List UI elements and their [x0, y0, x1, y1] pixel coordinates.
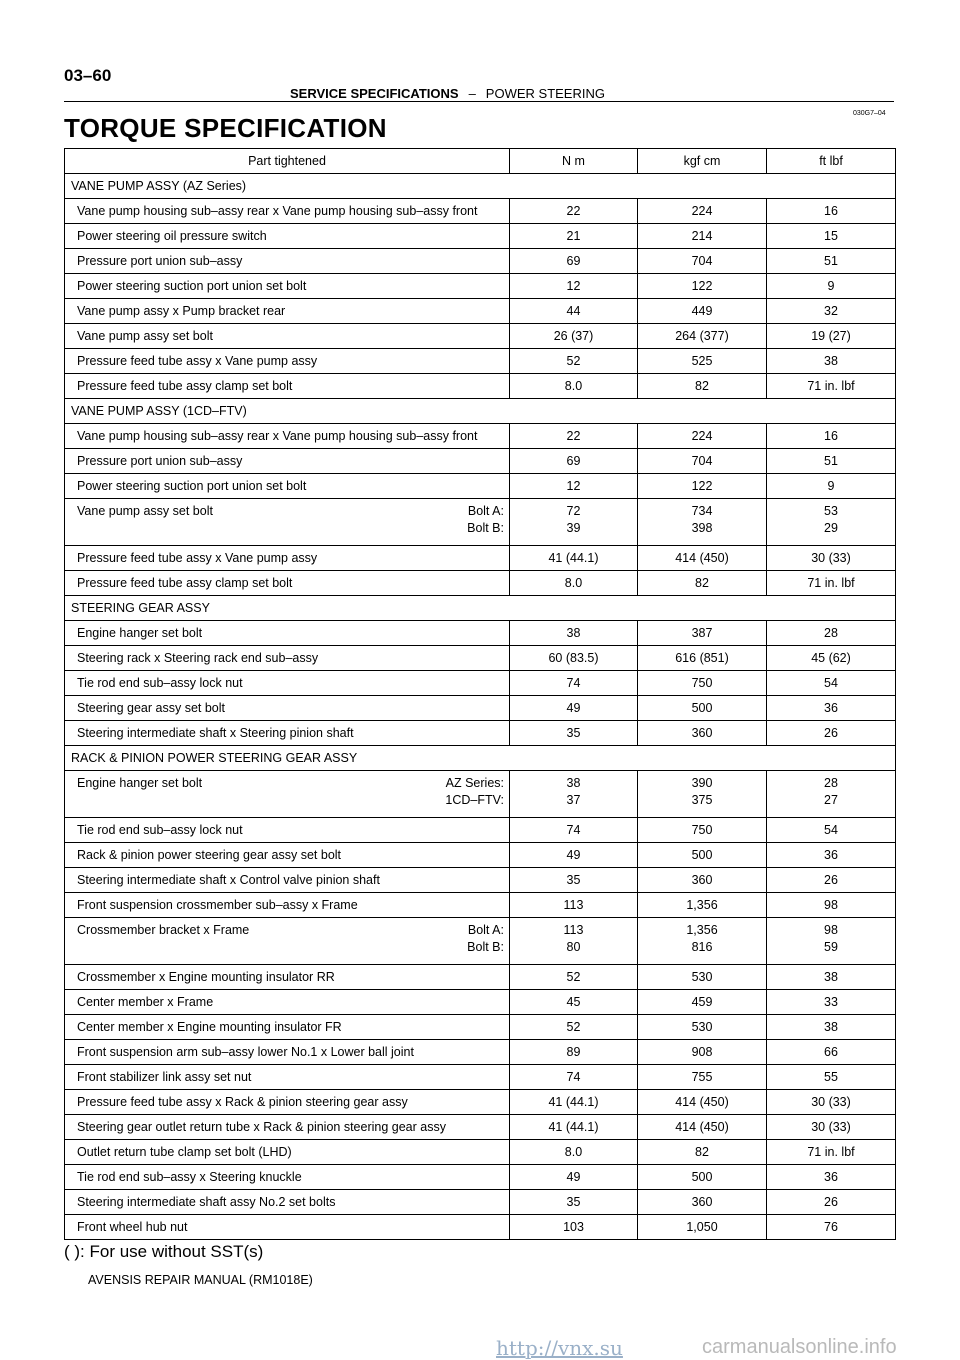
- section-name: SERVICE SPECIFICATIONS: [290, 86, 459, 101]
- ft-cell: 32: [767, 299, 896, 324]
- kgf-cell: 750: [638, 671, 767, 696]
- sub-label: AZ Series:: [445, 776, 504, 790]
- table-row: [65, 1090, 896, 1115]
- kgf-cell: 360: [638, 721, 767, 746]
- header-separator: –: [468, 86, 476, 101]
- table-row: [65, 1215, 896, 1240]
- value: 80: [566, 940, 581, 954]
- table-row: [65, 324, 896, 349]
- nm-cell: 12: [510, 474, 638, 499]
- ft-cell: 26: [767, 1190, 896, 1215]
- table-row: [65, 893, 896, 918]
- table-row: [65, 646, 896, 671]
- value: 390: [691, 776, 713, 790]
- part-cell: Power steering suction port union set bolt: [65, 474, 510, 499]
- nm-cell: 22: [510, 199, 638, 224]
- torque-table: [64, 148, 896, 1240]
- part-cell: Steering gear outlet return tube x Rack & pinion steering gear assy: [65, 1115, 510, 1140]
- part-cell: Tie rod end sub–assy lock nut: [65, 671, 510, 696]
- page-title: TORQUE SPECIFICATION: [64, 113, 387, 143]
- kgf-cell: 387: [638, 621, 767, 646]
- ft-cell: 51: [767, 249, 896, 274]
- sub-label: Bolt B:: [467, 940, 504, 954]
- value: 72: [566, 504, 581, 518]
- table-row: [65, 1065, 896, 1090]
- value: 53: [824, 504, 838, 518]
- part-cell: [65, 918, 510, 965]
- nm-cell: 49: [510, 696, 638, 721]
- ft-cell: 28: [767, 621, 896, 646]
- watermark-left: http://vnx.su: [496, 1336, 623, 1360]
- kgf-cell: 500: [638, 696, 767, 721]
- table-row: [65, 571, 896, 596]
- table-row: [65, 1190, 896, 1215]
- kgf-cell: 414 (450): [638, 1115, 767, 1140]
- ft-cell: 54: [767, 818, 896, 843]
- part-cell: Steering rack x Steering rack end sub–assy: [65, 646, 510, 671]
- ft-cell: 71 in. lbf: [767, 374, 896, 399]
- ft-cell: 30 (33): [767, 1115, 896, 1140]
- nm-cell: 113: [510, 893, 638, 918]
- nm-cell: 49: [510, 843, 638, 868]
- part-cell: Center member x Engine mounting insulator FR: [65, 1015, 510, 1040]
- sub-label: Bolt A:: [467, 923, 504, 937]
- ft-cell: 36: [767, 696, 896, 721]
- part-cell: [65, 771, 510, 818]
- kgf-cell: 264 (377): [638, 324, 767, 349]
- nm-cell: 44: [510, 299, 638, 324]
- header-rule: [64, 101, 894, 102]
- section-label: RACK & PINION POWER STEERING GEAR ASSY: [65, 746, 896, 771]
- nm-cell: 45: [510, 990, 638, 1015]
- part-cell: Pressure feed tube assy clamp set bolt: [65, 571, 510, 596]
- section-label: STEERING GEAR ASSY: [65, 596, 896, 621]
- kgf-cell: [638, 771, 767, 818]
- ft-cell: 76: [767, 1215, 896, 1240]
- ft-cell: 36: [767, 1165, 896, 1190]
- value: 98: [824, 923, 838, 937]
- value: 59: [824, 940, 838, 954]
- table-row: [65, 474, 896, 499]
- part-cell: Engine hanger set bolt: [65, 621, 510, 646]
- part-cell: Pressure feed tube assy clamp set bolt: [65, 374, 510, 399]
- page-number: 03–60: [64, 66, 112, 85]
- table-row: [65, 1015, 896, 1040]
- kgf-cell: 755: [638, 1065, 767, 1090]
- nm-cell: 8.0: [510, 1140, 638, 1165]
- value: 37: [566, 793, 581, 807]
- part-cell: Pressure port union sub–assy: [65, 449, 510, 474]
- section-row: [65, 399, 896, 424]
- sub-label: 1CD–FTV:: [445, 793, 504, 807]
- kgf-cell: 530: [638, 965, 767, 990]
- nm-cell: 41 (44.1): [510, 546, 638, 571]
- nm-cell: 22: [510, 424, 638, 449]
- value: 1,356: [686, 923, 718, 937]
- part-cell: Tie rod end sub–assy lock nut: [65, 818, 510, 843]
- table-row: [65, 1115, 896, 1140]
- part-label: Crossmember bracket x Frame: [77, 923, 250, 937]
- ft-cell: 9: [767, 274, 896, 299]
- ft-cell: 33: [767, 990, 896, 1015]
- kgf-cell: [638, 499, 767, 546]
- table-row: [65, 299, 896, 324]
- part-cell: Power steering suction port union set bolt: [65, 274, 510, 299]
- nm-cell: 41 (44.1): [510, 1115, 638, 1140]
- table-row: [65, 424, 896, 449]
- nm-cell: 52: [510, 349, 638, 374]
- ft-cell: 66: [767, 1040, 896, 1065]
- part-cell: Power steering oil pressure switch: [65, 224, 510, 249]
- ft-cell: 15: [767, 224, 896, 249]
- nm-cell: 69: [510, 449, 638, 474]
- nm-cell: 60 (83.5): [510, 646, 638, 671]
- part-cell: Pressure port union sub–assy: [65, 249, 510, 274]
- kgf-cell: 616 (851): [638, 646, 767, 671]
- kgf-cell: 360: [638, 868, 767, 893]
- table-row: [65, 621, 896, 646]
- value: 27: [824, 793, 838, 807]
- nm-cell: 35: [510, 868, 638, 893]
- ft-cell: 71 in. lbf: [767, 571, 896, 596]
- ft-cell: [767, 771, 896, 818]
- table-row: [65, 349, 896, 374]
- kgf-cell: 224: [638, 424, 767, 449]
- part-label: Engine hanger set bolt: [77, 776, 203, 790]
- part-cell: Crossmember x Engine mounting insulator RR: [65, 965, 510, 990]
- nm-cell: 41 (44.1): [510, 1090, 638, 1115]
- header-nm: N m: [510, 149, 638, 174]
- nm-cell: 35: [510, 1190, 638, 1215]
- header-part: Part tightened: [65, 149, 510, 174]
- ft-cell: 16: [767, 199, 896, 224]
- ft-cell: 26: [767, 721, 896, 746]
- part-cell: Vane pump housing sub–assy rear x Vane pump housing sub–assy front: [65, 199, 510, 224]
- table-row: [65, 546, 896, 571]
- value: 734: [691, 504, 713, 518]
- part-cell: [65, 499, 510, 546]
- kgf-cell: 449: [638, 299, 767, 324]
- nm-cell: 52: [510, 1015, 638, 1040]
- kgf-cell: 414 (450): [638, 1090, 767, 1115]
- kgf-cell: 750: [638, 818, 767, 843]
- kgf-cell: [638, 918, 767, 965]
- section-label: VANE PUMP ASSY (AZ Series): [65, 174, 896, 199]
- section-row: [65, 596, 896, 621]
- nm-cell: 69: [510, 249, 638, 274]
- nm-cell: 12: [510, 274, 638, 299]
- part-cell: Tie rod end sub–assy x Steering knuckle: [65, 1165, 510, 1190]
- kgf-cell: 500: [638, 1165, 767, 1190]
- nm-cell: 35: [510, 721, 638, 746]
- value: 39: [566, 521, 581, 535]
- table-row: [65, 1040, 896, 1065]
- nm-cell: 74: [510, 818, 638, 843]
- nm-cell: 26 (37): [510, 324, 638, 349]
- ft-cell: [767, 499, 896, 546]
- value: 28: [824, 776, 838, 790]
- kgf-cell: 525: [638, 349, 767, 374]
- table-row: [65, 771, 896, 818]
- part-cell: Front suspension crossmember sub–assy x Frame: [65, 893, 510, 918]
- part-cell: Pressure feed tube assy x Rack & pinion steering gear assy: [65, 1090, 510, 1115]
- ft-cell: 98: [767, 893, 896, 918]
- table-row: [65, 990, 896, 1015]
- part-cell: Center member x Frame: [65, 990, 510, 1015]
- nm-cell: 103: [510, 1215, 638, 1240]
- part-cell: Steering intermediate shaft x Control valve pinion shaft: [65, 868, 510, 893]
- table-row: [65, 696, 896, 721]
- nm-cell: [510, 771, 638, 818]
- part-cell: Vane pump assy set bolt: [65, 324, 510, 349]
- kgf-cell: 414 (450): [638, 546, 767, 571]
- kgf-cell: 224: [638, 199, 767, 224]
- kgf-cell: 214: [638, 224, 767, 249]
- part-cell: Front stabilizer link assy set nut: [65, 1065, 510, 1090]
- document-code: 030G7–04: [853, 110, 886, 117]
- ft-cell: 30 (33): [767, 546, 896, 571]
- nm-cell: 52: [510, 965, 638, 990]
- ft-cell: 30 (33): [767, 1090, 896, 1115]
- ft-cell: 9: [767, 474, 896, 499]
- part-cell: Steering gear assy set bolt: [65, 696, 510, 721]
- part-cell: Vane pump housing sub–assy rear x Vane pump housing sub–assy front: [65, 424, 510, 449]
- section-label: VANE PUMP ASSY (1CD–FTV): [65, 399, 896, 424]
- ft-cell: 36: [767, 843, 896, 868]
- ft-cell: [767, 918, 896, 965]
- value: 398: [691, 521, 713, 535]
- nm-cell: 49: [510, 1165, 638, 1190]
- kgf-cell: 459: [638, 990, 767, 1015]
- footnote: ( ): For use without SST(s): [64, 1242, 264, 1261]
- ft-cell: 38: [767, 349, 896, 374]
- nm-cell: 21: [510, 224, 638, 249]
- ft-cell: 38: [767, 1015, 896, 1040]
- kgf-cell: 530: [638, 1015, 767, 1040]
- part-cell: Pressure feed tube assy x Vane pump assy: [65, 349, 510, 374]
- table-row: [65, 918, 896, 965]
- nm-cell: 8.0: [510, 374, 638, 399]
- ft-cell: 19 (27): [767, 324, 896, 349]
- part-cell: Vane pump assy x Pump bracket rear: [65, 299, 510, 324]
- table-row: [65, 374, 896, 399]
- table-row: [65, 843, 896, 868]
- nm-cell: 74: [510, 1065, 638, 1090]
- table-row: [65, 818, 896, 843]
- kgf-cell: 1,050: [638, 1215, 767, 1240]
- table-row: [65, 721, 896, 746]
- ft-cell: 38: [767, 965, 896, 990]
- ft-cell: 55: [767, 1065, 896, 1090]
- table-row: [65, 671, 896, 696]
- subsection-name: POWER STEERING: [485, 86, 605, 101]
- table-header-row: [65, 149, 896, 174]
- kgf-cell: 82: [638, 374, 767, 399]
- nm-cell: 38: [510, 621, 638, 646]
- ft-cell: 26: [767, 868, 896, 893]
- kgf-cell: 122: [638, 474, 767, 499]
- table-row: [65, 224, 896, 249]
- table-row: [65, 274, 896, 299]
- ft-cell: 54: [767, 671, 896, 696]
- part-cell: Steering intermediate shaft assy No.2 set bolts: [65, 1190, 510, 1215]
- part-cell: Front suspension arm sub–assy lower No.1 x Lower ball joint: [65, 1040, 510, 1065]
- section-row: [65, 746, 896, 771]
- section-row: [65, 174, 896, 199]
- nm-cell: [510, 499, 638, 546]
- kgf-cell: 908: [638, 1040, 767, 1065]
- value: 38: [566, 776, 581, 790]
- table-row: [65, 965, 896, 990]
- kgf-cell: 360: [638, 1190, 767, 1215]
- ft-cell: 51: [767, 449, 896, 474]
- nm-cell: 89: [510, 1040, 638, 1065]
- part-cell: Rack & pinion power steering gear assy set bolt: [65, 843, 510, 868]
- nm-cell: 74: [510, 671, 638, 696]
- table-body: [65, 174, 896, 1240]
- table-row: [65, 199, 896, 224]
- part-cell: Front wheel hub nut: [65, 1215, 510, 1240]
- table-row: [65, 249, 896, 274]
- kgf-cell: 82: [638, 1140, 767, 1165]
- part-cell: Outlet return tube clamp set bolt (LHD): [65, 1140, 510, 1165]
- table-row: [65, 499, 896, 546]
- value: 375: [691, 793, 713, 807]
- header-kgf: kgf cm: [638, 149, 767, 174]
- part-cell: Pressure feed tube assy x Vane pump assy: [65, 546, 510, 571]
- kgf-cell: 500: [638, 843, 767, 868]
- running-header: [290, 86, 605, 101]
- nm-cell: [510, 918, 638, 965]
- kgf-cell: 82: [638, 571, 767, 596]
- part-cell: Steering intermediate shaft x Steering pinion shaft: [65, 721, 510, 746]
- ft-cell: 71 in. lbf: [767, 1140, 896, 1165]
- value: 113: [563, 923, 584, 937]
- nm-cell: 8.0: [510, 571, 638, 596]
- sub-label: Bolt B:: [467, 521, 504, 535]
- part-label: Vane pump assy set bolt: [77, 504, 213, 518]
- sub-label: Bolt A:: [467, 504, 504, 518]
- header-ft: ft lbf: [767, 149, 896, 174]
- kgf-cell: 704: [638, 249, 767, 274]
- kgf-cell: 1,356: [638, 893, 767, 918]
- table-row: [65, 449, 896, 474]
- value: 29: [824, 521, 838, 535]
- kgf-cell: 122: [638, 274, 767, 299]
- kgf-cell: 704: [638, 449, 767, 474]
- ft-cell: 16: [767, 424, 896, 449]
- table-row: [65, 1140, 896, 1165]
- table-row: [65, 868, 896, 893]
- value: 816: [691, 940, 713, 954]
- ft-cell: 45 (62): [767, 646, 896, 671]
- table-row: [65, 1165, 896, 1190]
- watermark-right: carmanualsonline.info: [702, 1336, 897, 1358]
- manual-footer: AVENSIS REPAIR MANUAL (RM1018E): [88, 1273, 313, 1287]
